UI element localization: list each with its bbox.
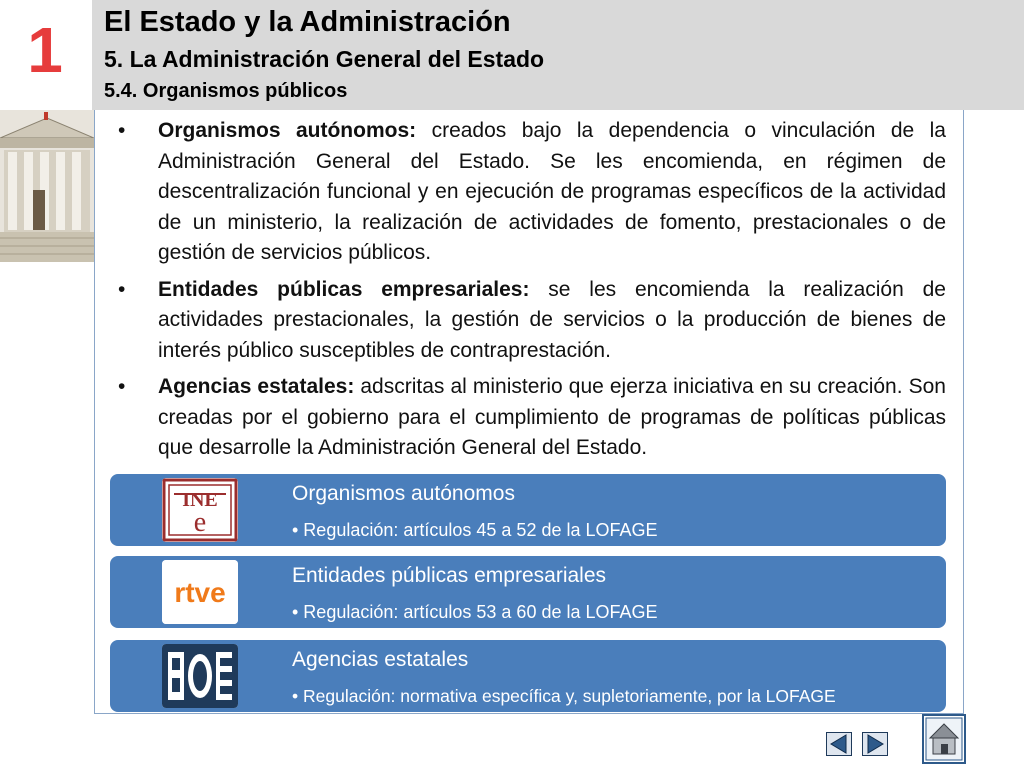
bullet-icon: • xyxy=(118,277,126,301)
bullet-list xyxy=(112,116,946,470)
bullet-entidades-publicas xyxy=(112,275,946,367)
ine-logo-text: INE xyxy=(182,489,218,511)
bullet-icon: • xyxy=(118,119,126,142)
bar-item: • Regulación: artículos 53 a 60 de la LOFAGE xyxy=(292,602,658,622)
previous-button[interactable] xyxy=(826,732,852,756)
section-title: 5.4. Organismos públicos xyxy=(104,80,348,102)
bullet-term: Entidades públicas empresariales: xyxy=(158,277,530,301)
home-icon xyxy=(922,714,966,764)
page-subtitle: 5. La Administración General del Estado xyxy=(104,46,545,72)
previous-arrow-icon xyxy=(826,732,852,756)
chapter-number: 1 xyxy=(27,14,63,86)
bullet-organismos-autonomos xyxy=(112,116,946,269)
bullet-agencias-estatales xyxy=(112,372,946,464)
building-image xyxy=(0,110,94,262)
bar-title: Entidades públicas empresariales xyxy=(292,564,607,587)
rtve-logo xyxy=(162,560,238,624)
bar-title: Agencias estatales xyxy=(292,648,469,671)
chapter-box xyxy=(0,0,90,110)
bar-item: • Regulación: artículos 45 a 52 de la LOFAGE xyxy=(292,520,658,540)
ine-logo xyxy=(162,478,238,542)
bullet-term: Agencias estatales: xyxy=(158,375,355,398)
bar-agencias-estatales xyxy=(110,640,946,712)
bar-organismos-autonomos xyxy=(110,474,946,546)
bar-entidades-publicas xyxy=(110,556,946,628)
next-arrow-icon xyxy=(862,732,888,756)
rtve-logo-text: rtve xyxy=(174,577,226,608)
next-button[interactable] xyxy=(862,732,888,756)
bullet-text: creados bajo la dependencia o vinculación de la Administración General del Estado. Se les encomienda, en régimen de descentralización funcional y en ejecución de programas específicos de la actividad de un ministerio, la realización de actividades de fomento, prestacionales o de gestión de servicios públicos. xyxy=(158,119,946,264)
home-button[interactable] xyxy=(922,714,966,764)
boe-logo xyxy=(162,644,238,708)
bullet-icon: • xyxy=(118,375,126,398)
ine-logo-e: e xyxy=(193,507,207,538)
bar-title: Organismos autónomos xyxy=(292,482,515,505)
bullet-term: Organismos autónomos: xyxy=(158,119,417,142)
bar-item: • Regulación: normativa específica y, supletoriamente, por la LOFAGE xyxy=(292,686,836,706)
header-bar xyxy=(92,0,1024,110)
bullet-text: adscritas al ministerio que ejerza iniciativa en su creación. Son creadas por el gobierno para el cumplimiento de programas de políticas públicas que desarrolle la Administración General del Estado. xyxy=(158,375,946,459)
page-title: El Estado y la Administración xyxy=(104,6,511,38)
bullet-text: se les encomienda la realización de actividades prestacionales, la gestión de servicios o la producción de bienes de interés público susceptibles de contraprestación. xyxy=(158,277,946,362)
